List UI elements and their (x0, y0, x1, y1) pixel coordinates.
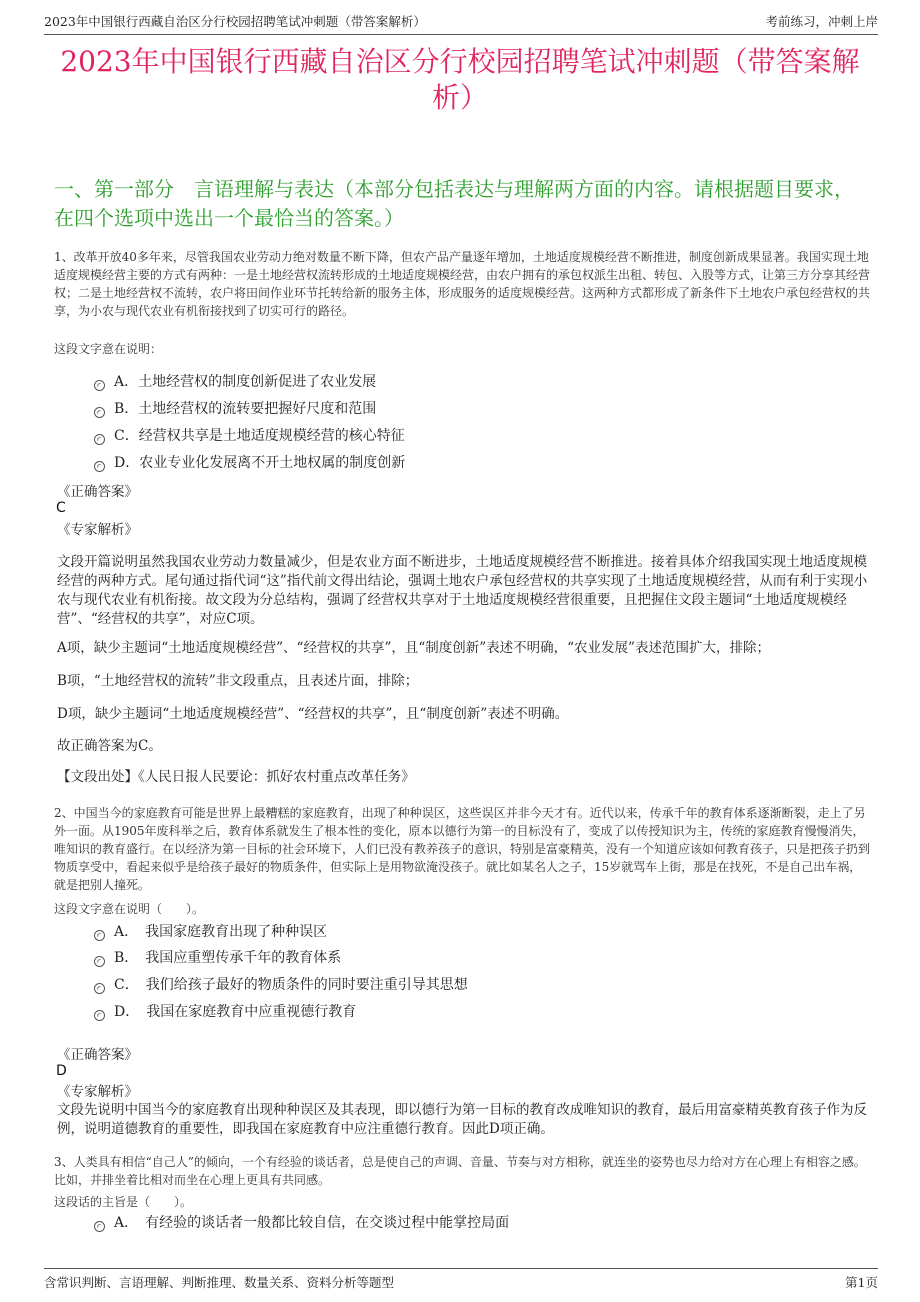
question-1-conclusion: 故正确答案为C。 (57, 738, 162, 754)
radio-icon[interactable] (94, 380, 105, 391)
radio-icon[interactable] (94, 930, 105, 941)
question-2-option-a[interactable]: A． 我国家庭教育出现了种种误区 (114, 924, 328, 940)
question-1-prompt: 这段文字意在说明： (54, 342, 163, 356)
question-1-answer-label: 《正确答案》 (57, 484, 138, 500)
question-1-note-a: A项，缺少主题词“土地适度规模经营”、“经营权的共享”，且“制度创新”表述不明确，“农业发展”表述范围扩大，排除； (57, 640, 770, 656)
radio-icon[interactable] (94, 1221, 105, 1232)
question-1-analysis-label: 《专家解析》 (57, 522, 138, 538)
question-3-option-a[interactable]: A． 有经验的谈话者一般都比较自信，在交谈过程中能掌控局面 (114, 1215, 510, 1231)
footer-description: 含常识判断、言语理解、判断推理、数量关系、资料分析等题型 (44, 1275, 395, 1290)
question-3-prompt: 这段话的主旨是（ ）。 (54, 1195, 193, 1209)
question-1-analysis: 文段开篇说明虽然我国农业劳动力数量减少，但是农业方面不断进步，土地适度规模经营不断推进。接着具体介绍我国实现土地适度规模经营的两种方式。尾句通过指代词“这”指代前文得出结论，强调土地农户承包经营权的共享实现了土地适度规模经营，从而有利于实现小农与现代农业有机衔接。故文段为分总结构，强调了经营权共享对于土地适度规模经营很重要，且把握住文段主题词“土地适度规模经营”、“经营权的共享”，对应C项。 (57, 554, 868, 627)
question-1-note-b: B项，“土地经营权的流转”非文段重点，且表述片面，排除； (57, 673, 419, 689)
radio-icon[interactable] (94, 1010, 105, 1021)
question-2-option-b[interactable]: B． 我国应重塑传承千年的教育体系 (114, 950, 342, 966)
question-1-stem: 1、改革开放40多年来，尽管我国农业劳动力绝对数量不断下降，但农产品产量逐年增加，土地适度规模经营不断推进，制度创新成果显著。我国实现土地适度规模经营主要的方式有两种：一是土地经营权流转形成的土地适度规模经营，由农户拥有的承包权派生出租、转包、入股等方式，让第三方分享其经营权；二是土地经营权不流转，农户将田间作业环节托转给新的服务主体，形成服务的适度规模经营。这两种方式都形成了新条件下土地农户承包经营权的共享，为小农与现代农业有机衔接找到了切实可行的路径。 (54, 250, 871, 318)
question-2-option-c[interactable]: C． 我们给孩子最好的物质条件的同时要注重引导其思想 (114, 977, 468, 993)
radio-icon[interactable] (94, 434, 105, 445)
section-heading: 一、第一部分 言语理解与表达（本部分包括表达与理解两方面的内容。请根据题目要求，在四个选项中选出一个最恰当的答案。） (54, 177, 854, 230)
question-2-stem: 2、中国当今的家庭教育可能是世界上最糟糕的家庭教育，出现了种种误区，这些误区并非今天才有。近代以来，传承千年的教育体系逐渐断裂，走上了另外一面。从1905年废科举之后，教育体系就发生了根本性的变化，原本以德行为第一的目标没有了，变成了以传授知识为主，传统的家庭教育慢慢消失，唯知识的教育盛行。在以经济为第一目标的社会环境下，人们已没有教养孩子的意识，特别是富豪精英，没有一个知道应该如何教育孩子，只是把孩子扔到物质享受中，看起来似乎是给孩子最好的物质条件，但实际上是用物欲淹没孩子。就比如某名人之子，15岁就骂车上街，那是在找死，不是自己出车祸，就是把别人撞死。 (54, 806, 871, 892)
radio-icon[interactable] (94, 461, 105, 472)
question-1-source: 【文段出处】《人民日报人民要论：抓好农村重点改革任务》 (57, 769, 415, 785)
radio-icon[interactable] (94, 956, 105, 967)
question-1-option-a[interactable]: A．土地经营权的制度创新促进了农业发展 (114, 374, 377, 390)
page-title: 2023年中国银行西藏自治区分行校园招聘笔试冲刺题（带答案解析） (60, 45, 860, 114)
question-1-option-c[interactable]: C．经营权共享是土地适度规模经营的核心特征 (114, 428, 405, 444)
question-3-stem: 3、人类具有相信“自己人”的倾向，一个有经验的谈话者，总是使自己的声调、音量、节奏与对方相称，就连坐的姿势也尽力给对方在心理上有相容之感。比如，并排坐着比相对而坐在心理上更具有共同感。 (54, 1155, 866, 1187)
question-2-analysis-label: 《专家解析》 (57, 1084, 138, 1100)
question-2-answer: D (56, 1063, 67, 1079)
question-2-answer-label: 《正确答案》 (57, 1047, 138, 1063)
page-number: 第1页 (845, 1275, 878, 1290)
header-doc-title: 2023年中国银行西藏自治区分行校园招聘笔试冲刺题（带答案解析） (44, 14, 426, 29)
question-1-answer: C (56, 500, 66, 516)
page-footer (44, 1268, 878, 1293)
question-2-option-d[interactable]: D． 我国在家庭教育中应重视德行教育 (114, 1004, 357, 1020)
question-1-option-b[interactable]: B．土地经营权的流转要把握好尺度和范围 (114, 401, 377, 417)
header-slogan: 考前练习，冲刺上岸 (765, 14, 878, 29)
question-1-option-d[interactable]: D．农业专业化发展离不开土地权属的制度创新 (114, 455, 406, 471)
radio-icon[interactable] (94, 983, 105, 994)
radio-icon[interactable] (94, 407, 105, 418)
question-2-analysis: 文段先说明中国当今的家庭教育出现种种误区及其表现，即以德行为第一目标的教育改成唯知识的教育，最后用富豪精英教育孩子作为反例，说明道德教育的重要性，即我国在家庭教育中应注重德行教育。因此D项正确。 (57, 1102, 867, 1137)
question-2-prompt: 这段文字意在说明（ ）。 (54, 902, 205, 916)
page-header (44, 10, 878, 35)
question-1-note-d: D项，缺少主题词“土地适度规模经营”、“经营权的共享”，且“制度创新”表述不明确。 (57, 706, 569, 722)
